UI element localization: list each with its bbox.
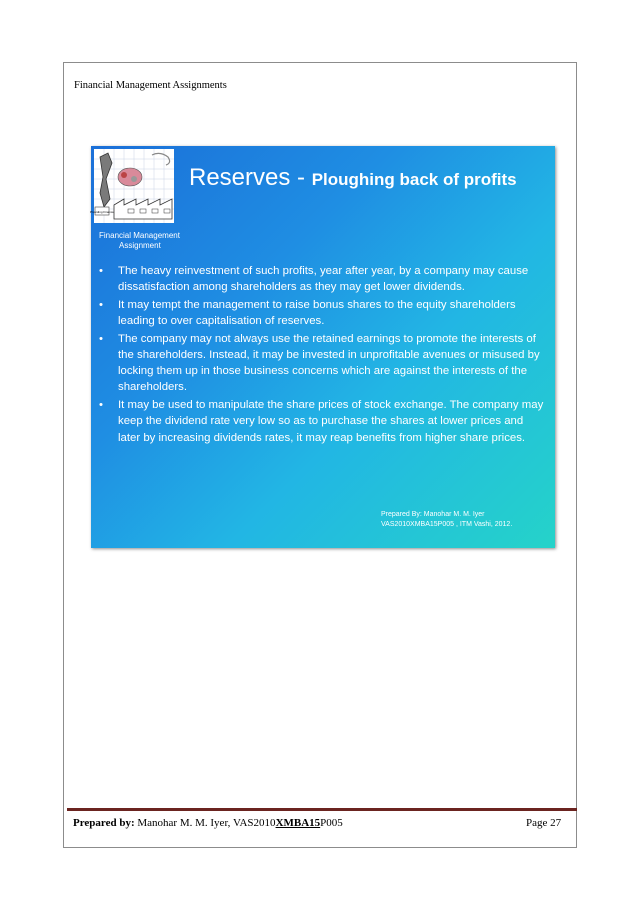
logo-caption-line1: Financial Management xyxy=(99,231,180,240)
bullet-marker: • xyxy=(99,265,103,277)
finance-logo-image xyxy=(89,149,174,223)
footer-text-before: Manohar M. M. Iyer, VAS2010 xyxy=(134,817,276,829)
bullet-marker: • xyxy=(99,298,103,311)
footer-prepared-by xyxy=(73,817,343,829)
bullet-item xyxy=(96,331,548,396)
footer-text-after: P005 xyxy=(320,817,343,829)
bullet-text: It may be used to manipulate the share prices of stock exchange. The company may keep the dividend rate very low so as to purchase the shares at lower prices and later by increasing dividends rates, it may reap benefits from higher share prices. xyxy=(118,399,544,444)
slide-prepared-by xyxy=(381,510,512,530)
page-number: Page 27 xyxy=(526,817,562,829)
slide-title-main: Reserves - xyxy=(189,164,312,191)
svg-text:Providing Finance: Providing Finance xyxy=(89,210,115,214)
bullet-text: The company may not always use the retained earnings to promote the interests of the shareholders. Instead, it may be invested in unprofitable avenues or misused by locking them up in those business concerns which are against the interests of the shareholders. xyxy=(118,332,540,394)
bullet-item xyxy=(96,263,548,295)
bullet-text: It may tempt the management to raise bonus shares to the equity shareholders leading to over capitalisation of reserves. xyxy=(118,298,516,328)
footer-text-underlined: XMBA15 xyxy=(275,817,321,829)
bullet-marker: • xyxy=(99,399,103,412)
footer-label: Prepared by: xyxy=(73,817,135,829)
bullet-text: The heavy reinvestment of such profits, year after year, by a company may cause dissatisfaction among shareholders as they may get lower dividends. xyxy=(118,265,529,294)
logo-caption xyxy=(99,231,180,251)
slide xyxy=(91,146,555,548)
bullet-item xyxy=(96,397,548,446)
slide-title xyxy=(189,164,517,192)
bullet-list xyxy=(96,263,548,447)
logo-caption-line2: Assignment xyxy=(119,241,161,250)
slide-prepared-line2: VAS2010XMBA15P005 , ITM Vashi, 2012. xyxy=(381,521,513,528)
slide-title-sub: Ploughing back of profits xyxy=(311,170,517,189)
footer-divider xyxy=(67,808,577,811)
page-header: Financial Management Assignments xyxy=(74,80,227,91)
slide-prepared-line1: Prepared By: Manohar M. M. Iyer xyxy=(381,511,485,518)
bullet-marker: • xyxy=(99,332,103,345)
bullet-item xyxy=(96,297,548,329)
